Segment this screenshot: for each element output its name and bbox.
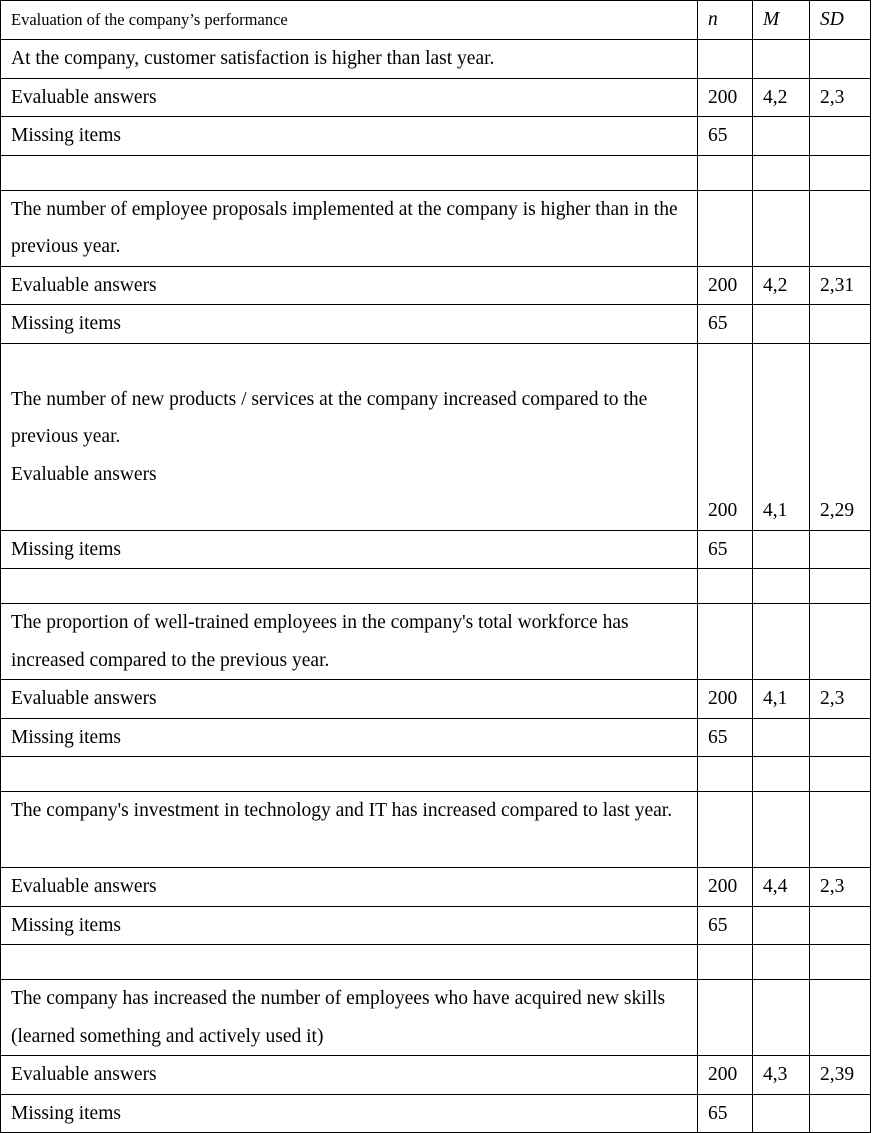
- evaluable-m: 4,2: [753, 78, 810, 117]
- evaluable-label: Evaluable answers: [1, 868, 698, 907]
- evaluable-row: [1, 868, 871, 907]
- evaluable-n: 200: [698, 680, 753, 719]
- missing-label: Missing items: [1, 1094, 698, 1133]
- missing-label: Missing items: [1, 117, 698, 156]
- evaluable-row: [1, 680, 871, 719]
- statement-row: [1, 604, 871, 680]
- evaluable-row: [1, 78, 871, 117]
- evaluable-sd: 2,31: [810, 266, 871, 305]
- evaluable-m: 4,4: [753, 868, 810, 907]
- evaluable-sd: 2,3: [810, 78, 871, 117]
- missing-n: 65: [698, 906, 753, 945]
- evaluable-label: Evaluable answers: [1, 680, 698, 719]
- missing-row: [1, 718, 871, 757]
- missing-n: 65: [698, 305, 753, 344]
- statement-text: The number of employee proposals implemented at the company is higher than in the previous year.: [1, 190, 698, 266]
- header-m: M: [753, 1, 810, 40]
- evaluable-sd: 2,39: [810, 1056, 871, 1095]
- missing-row: [1, 906, 871, 945]
- evaluable-sd: 2,29: [810, 343, 871, 530]
- missing-n: 65: [698, 1094, 753, 1133]
- header-n: n: [698, 1, 753, 40]
- evaluable-label: Evaluable answers: [1, 1056, 698, 1095]
- evaluable-n: 200: [698, 78, 753, 117]
- missing-label: Missing items: [1, 530, 698, 569]
- statement-row: [1, 792, 871, 868]
- evaluable-m: 4,1: [753, 680, 810, 719]
- statement-text: The proportion of well-trained employees in the company's total workforce has increased compared to the previous year.: [1, 604, 698, 680]
- statement-text: The number of new products / services at the company increased compared to the previous year.: [11, 388, 648, 447]
- evaluable-m: 4,3: [753, 1056, 810, 1095]
- missing-label: Missing items: [1, 305, 698, 344]
- missing-n: 65: [698, 530, 753, 569]
- evaluable-m: 4,1: [753, 343, 810, 530]
- statement-text: The company has increased the number of employees who have acquired new skills (learned something and actively used it): [1, 980, 698, 1056]
- statement-text: At the company, customer satisfaction is higher than last year.: [1, 40, 698, 79]
- evaluable-row: [1, 266, 871, 305]
- header-sd: SD: [810, 1, 871, 40]
- missing-n: 65: [698, 718, 753, 757]
- evaluable-n: 200: [698, 266, 753, 305]
- statement-text: The company's investment in technology and IT has increased compared to last year.: [1, 792, 698, 868]
- spacer-row: [1, 945, 871, 980]
- header-title: Evaluation of the company’s performance: [1, 1, 698, 40]
- evaluable-n: 200: [698, 343, 753, 530]
- evaluable-n: 200: [698, 868, 753, 907]
- spacer-row: [1, 569, 871, 604]
- evaluable-row: [1, 1056, 871, 1095]
- evaluable-label: Evaluable answers: [1, 78, 698, 117]
- missing-row: [1, 530, 871, 569]
- statement-row: [1, 40, 871, 79]
- evaluable-n: 200: [698, 1056, 753, 1095]
- missing-label: Missing items: [1, 718, 698, 757]
- spacer-row: [1, 155, 871, 190]
- evaluable-sd: 2,3: [810, 680, 871, 719]
- missing-n: 65: [698, 117, 753, 156]
- statement-row: [1, 190, 871, 266]
- statement-row: [1, 980, 871, 1056]
- missing-row: [1, 305, 871, 344]
- evaluable-label: Evaluable answers: [11, 463, 157, 485]
- header-row: [1, 1, 871, 40]
- statement-evaluable-row: [1, 343, 871, 530]
- evaluable-label: Evaluable answers: [1, 266, 698, 305]
- missing-row: [1, 1094, 871, 1133]
- missing-row: [1, 117, 871, 156]
- missing-label: Missing items: [1, 906, 698, 945]
- spacer-row: [1, 757, 871, 792]
- evaluable-sd: 2,3: [810, 868, 871, 907]
- evaluable-m: 4,2: [753, 266, 810, 305]
